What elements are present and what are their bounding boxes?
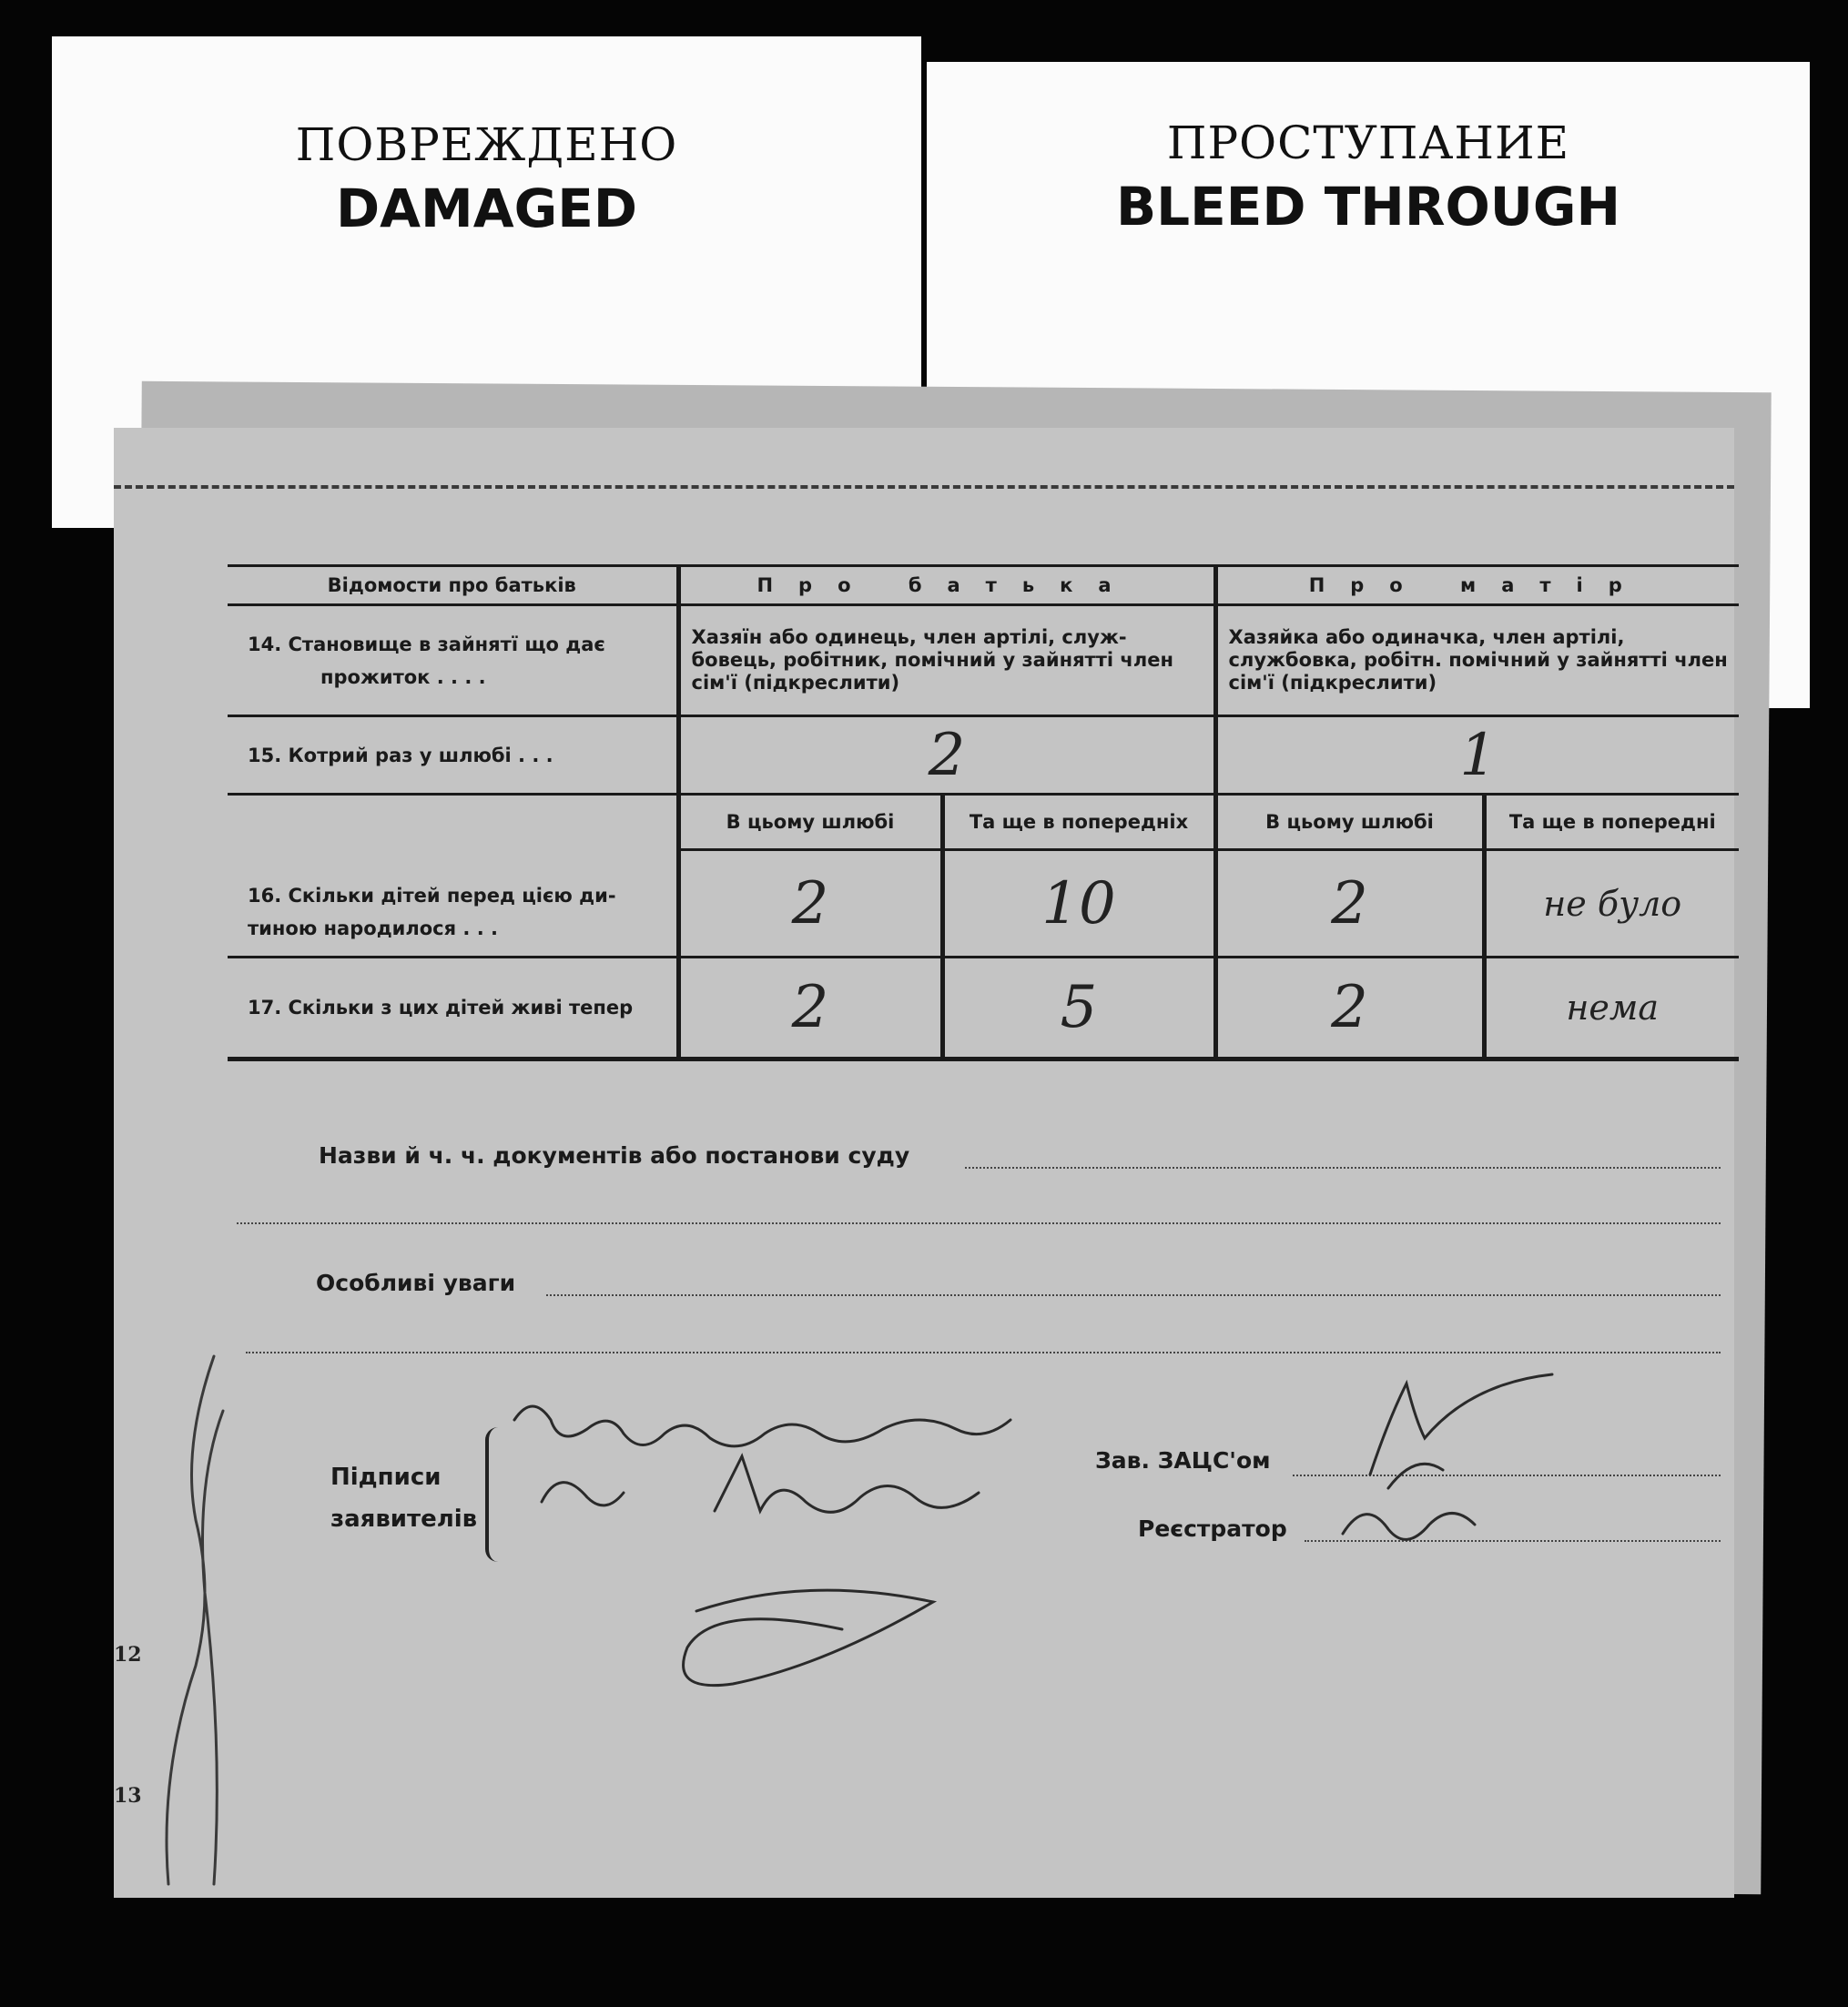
margin-handwriting <box>167 1356 223 1884</box>
notes-label: Особливі уваги <box>316 1270 516 1296</box>
q16-father-previous: 10 <box>942 850 1215 958</box>
bleed-through-label-en: BLEED THROUGH <box>1115 176 1621 238</box>
subheader-father-current: В цьому шлюбі <box>678 795 942 850</box>
q14-label-line2: прожиток . . . . <box>320 665 486 688</box>
registrar-signature <box>1343 1514 1475 1540</box>
form-sheet <box>114 428 1734 1898</box>
signature-flourish <box>684 1590 933 1686</box>
head-of-registry-label: Зав. ЗАЦС'ом <box>1095 1447 1271 1474</box>
subheader-mother-previous: Та ще в попередні <box>1484 795 1739 850</box>
registrar-label: Реєстратор <box>1138 1515 1287 1542</box>
applicants-label-line1: Підписи <box>330 1464 442 1491</box>
applicants-label-line2: заявителів <box>330 1505 478 1533</box>
subheader-mother-current: В цьому шлюбі <box>1215 795 1484 850</box>
bleed-through-label-ru: ПРОСТУПАНИЕ <box>1166 117 1570 169</box>
q15-father-value: 2 <box>678 716 1215 795</box>
documents-label: Назви й ч. ч. документів або постанови суду <box>319 1142 910 1169</box>
damaged-label-ru: ПОВРЕЖДЕНО <box>295 118 678 171</box>
applicant-signature-1 <box>514 1406 1010 1446</box>
subheader-father-previous: Та ще в попередніх <box>942 795 1215 850</box>
q15-label: 15. Котрий раз у шлюбі . . . <box>228 716 678 795</box>
q17-father-previous: 5 <box>942 958 1215 1059</box>
applicant-signature-2 <box>542 1456 979 1512</box>
handwritten-signatures-drawing <box>114 428 1734 1898</box>
q16-label-line2: тиною народилося . . . <box>248 917 498 939</box>
header-father: Про батька <box>678 566 1215 605</box>
head-signature <box>1370 1374 1552 1488</box>
q14-father-occupation: Хазяїн або одинець, член артілі, служ- бовець, робітник, помічний у зайнятті член сім'ї (підкреслити) <box>678 605 1215 716</box>
q17-father-current: 2 <box>678 958 942 1059</box>
q16-father-current: 2 <box>678 850 942 958</box>
header-mother: Про матір <box>1215 566 1739 605</box>
margin-number-13: 13 <box>114 1784 142 1808</box>
q14-label-line1: 14. Становище в зайнятї що дає <box>248 633 605 655</box>
q17-label: 17. Скільки з цих дітей живі тепер <box>228 958 678 1059</box>
damaged-label-en: DAMAGED <box>335 177 637 239</box>
q15-mother-value: 1 <box>1215 716 1739 795</box>
q14-mother-occupation: Хазяйка або одиначка, член артілі, службовка, робітн. помічний у зайнятті член сім'ї (підкреслити) <box>1215 605 1739 716</box>
q17-mother-current: 2 <box>1215 958 1484 1059</box>
q16-label-line1: 16. Скільки дітей перед цією ди- <box>248 885 616 907</box>
margin-number-12: 12 <box>114 1643 142 1667</box>
q17-mother-previous: нема <box>1484 958 1739 1059</box>
q16-mother-previous: не було <box>1484 850 1739 958</box>
q16-mother-current: 2 <box>1215 850 1484 958</box>
header-parents-info: Відомости про батьків <box>228 566 678 605</box>
